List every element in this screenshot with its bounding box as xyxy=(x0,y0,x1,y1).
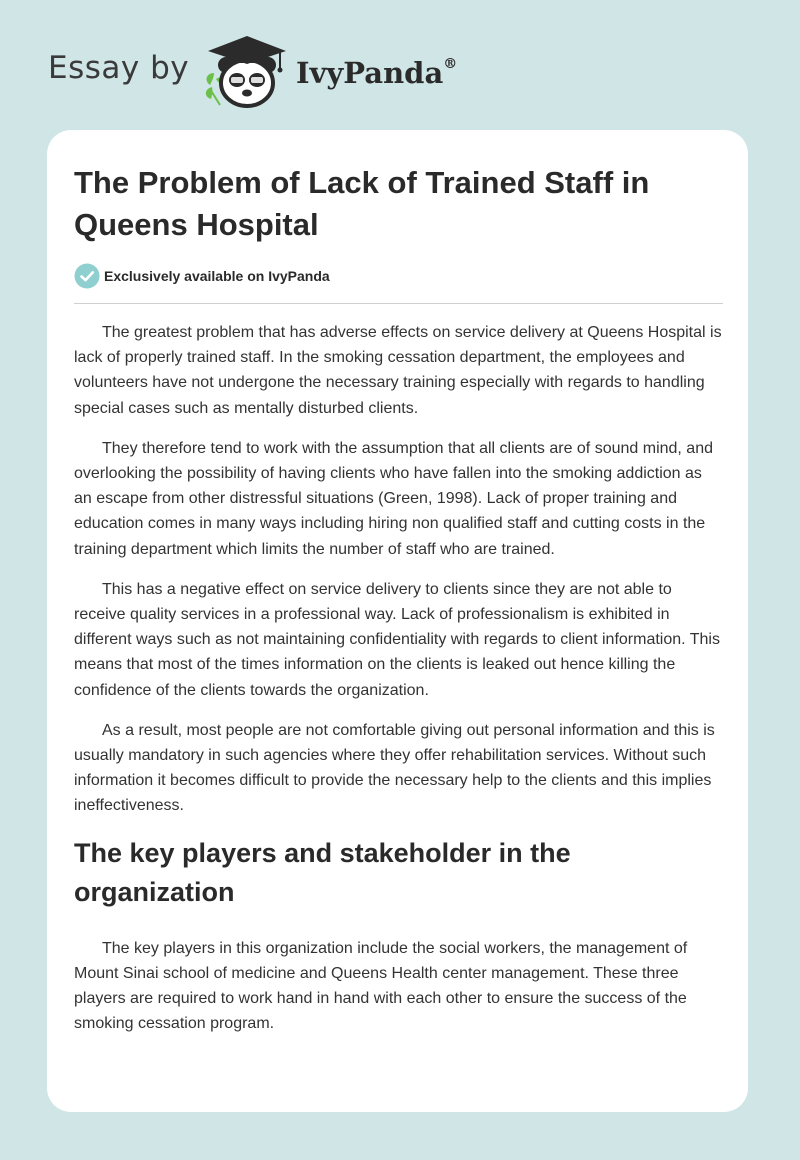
checkmark-badge-icon xyxy=(74,263,100,289)
essay-by-label: Essay by xyxy=(48,50,190,86)
paragraph: This has a negative effect on service delivery to clients since they are not able to receive quality services in a professional way. Lack of professionalism is exhibited in different ways such as not maintaining confidentiality with regards to client information. This means that most of the times information on the clients is leaked out hence killing the confidence of the clients towards the organization. xyxy=(74,580,720,699)
paragraph: The greatest problem that has adverse effects on service delivery at Queens Hospital is lack of properly trained staff. In the smoking cessation department, the employees and volunteers have not undergone the necessary training especially with regards to handling special cases such as mentally disturbed clients. xyxy=(74,324,722,417)
article-card xyxy=(47,130,748,1112)
article-body xyxy=(74,320,724,1051)
registered-mark: ® xyxy=(443,56,458,73)
site-header xyxy=(0,0,800,130)
brand-name[interactable]: IvyPanda® xyxy=(296,56,458,90)
paragraph: They therefore tend to work with the assumption that all clients are of sound mind, and overlooking the possibility of having clients who have fallen into the smoking addiction as an escape from other distressful situations (Green, 1998). Lack of proper training and education comes in many ways including hiring non qualified staff and cutting costs in the training department which limits the number of staff who are trained. xyxy=(74,439,713,558)
exclusive-badge-label: Exclusively available on IvyPanda xyxy=(104,268,330,284)
divider xyxy=(74,303,723,304)
panda-graduation-cap-icon[interactable] xyxy=(198,33,292,109)
paragraph: The key players in this organization include the social workers, the management of Mount Sinai school of medicine and Queens Health center management. These three players are required to work hand in hand with each other to ensure the success of the smoking cessation program. xyxy=(74,939,688,1033)
section-heading: The key players and stakeholder in the organization xyxy=(74,837,571,907)
article-title: The Problem of Lack of Trained Staff in Queens Hospital xyxy=(74,165,650,242)
paragraph: As a result, most people are not comfortable giving out personal information and this is usually mandatory in such agencies where they offer rehabilitation services. Without such information it becomes difficult to provide the necessary help to the clients and this implies ineffectiveness. xyxy=(74,721,715,815)
